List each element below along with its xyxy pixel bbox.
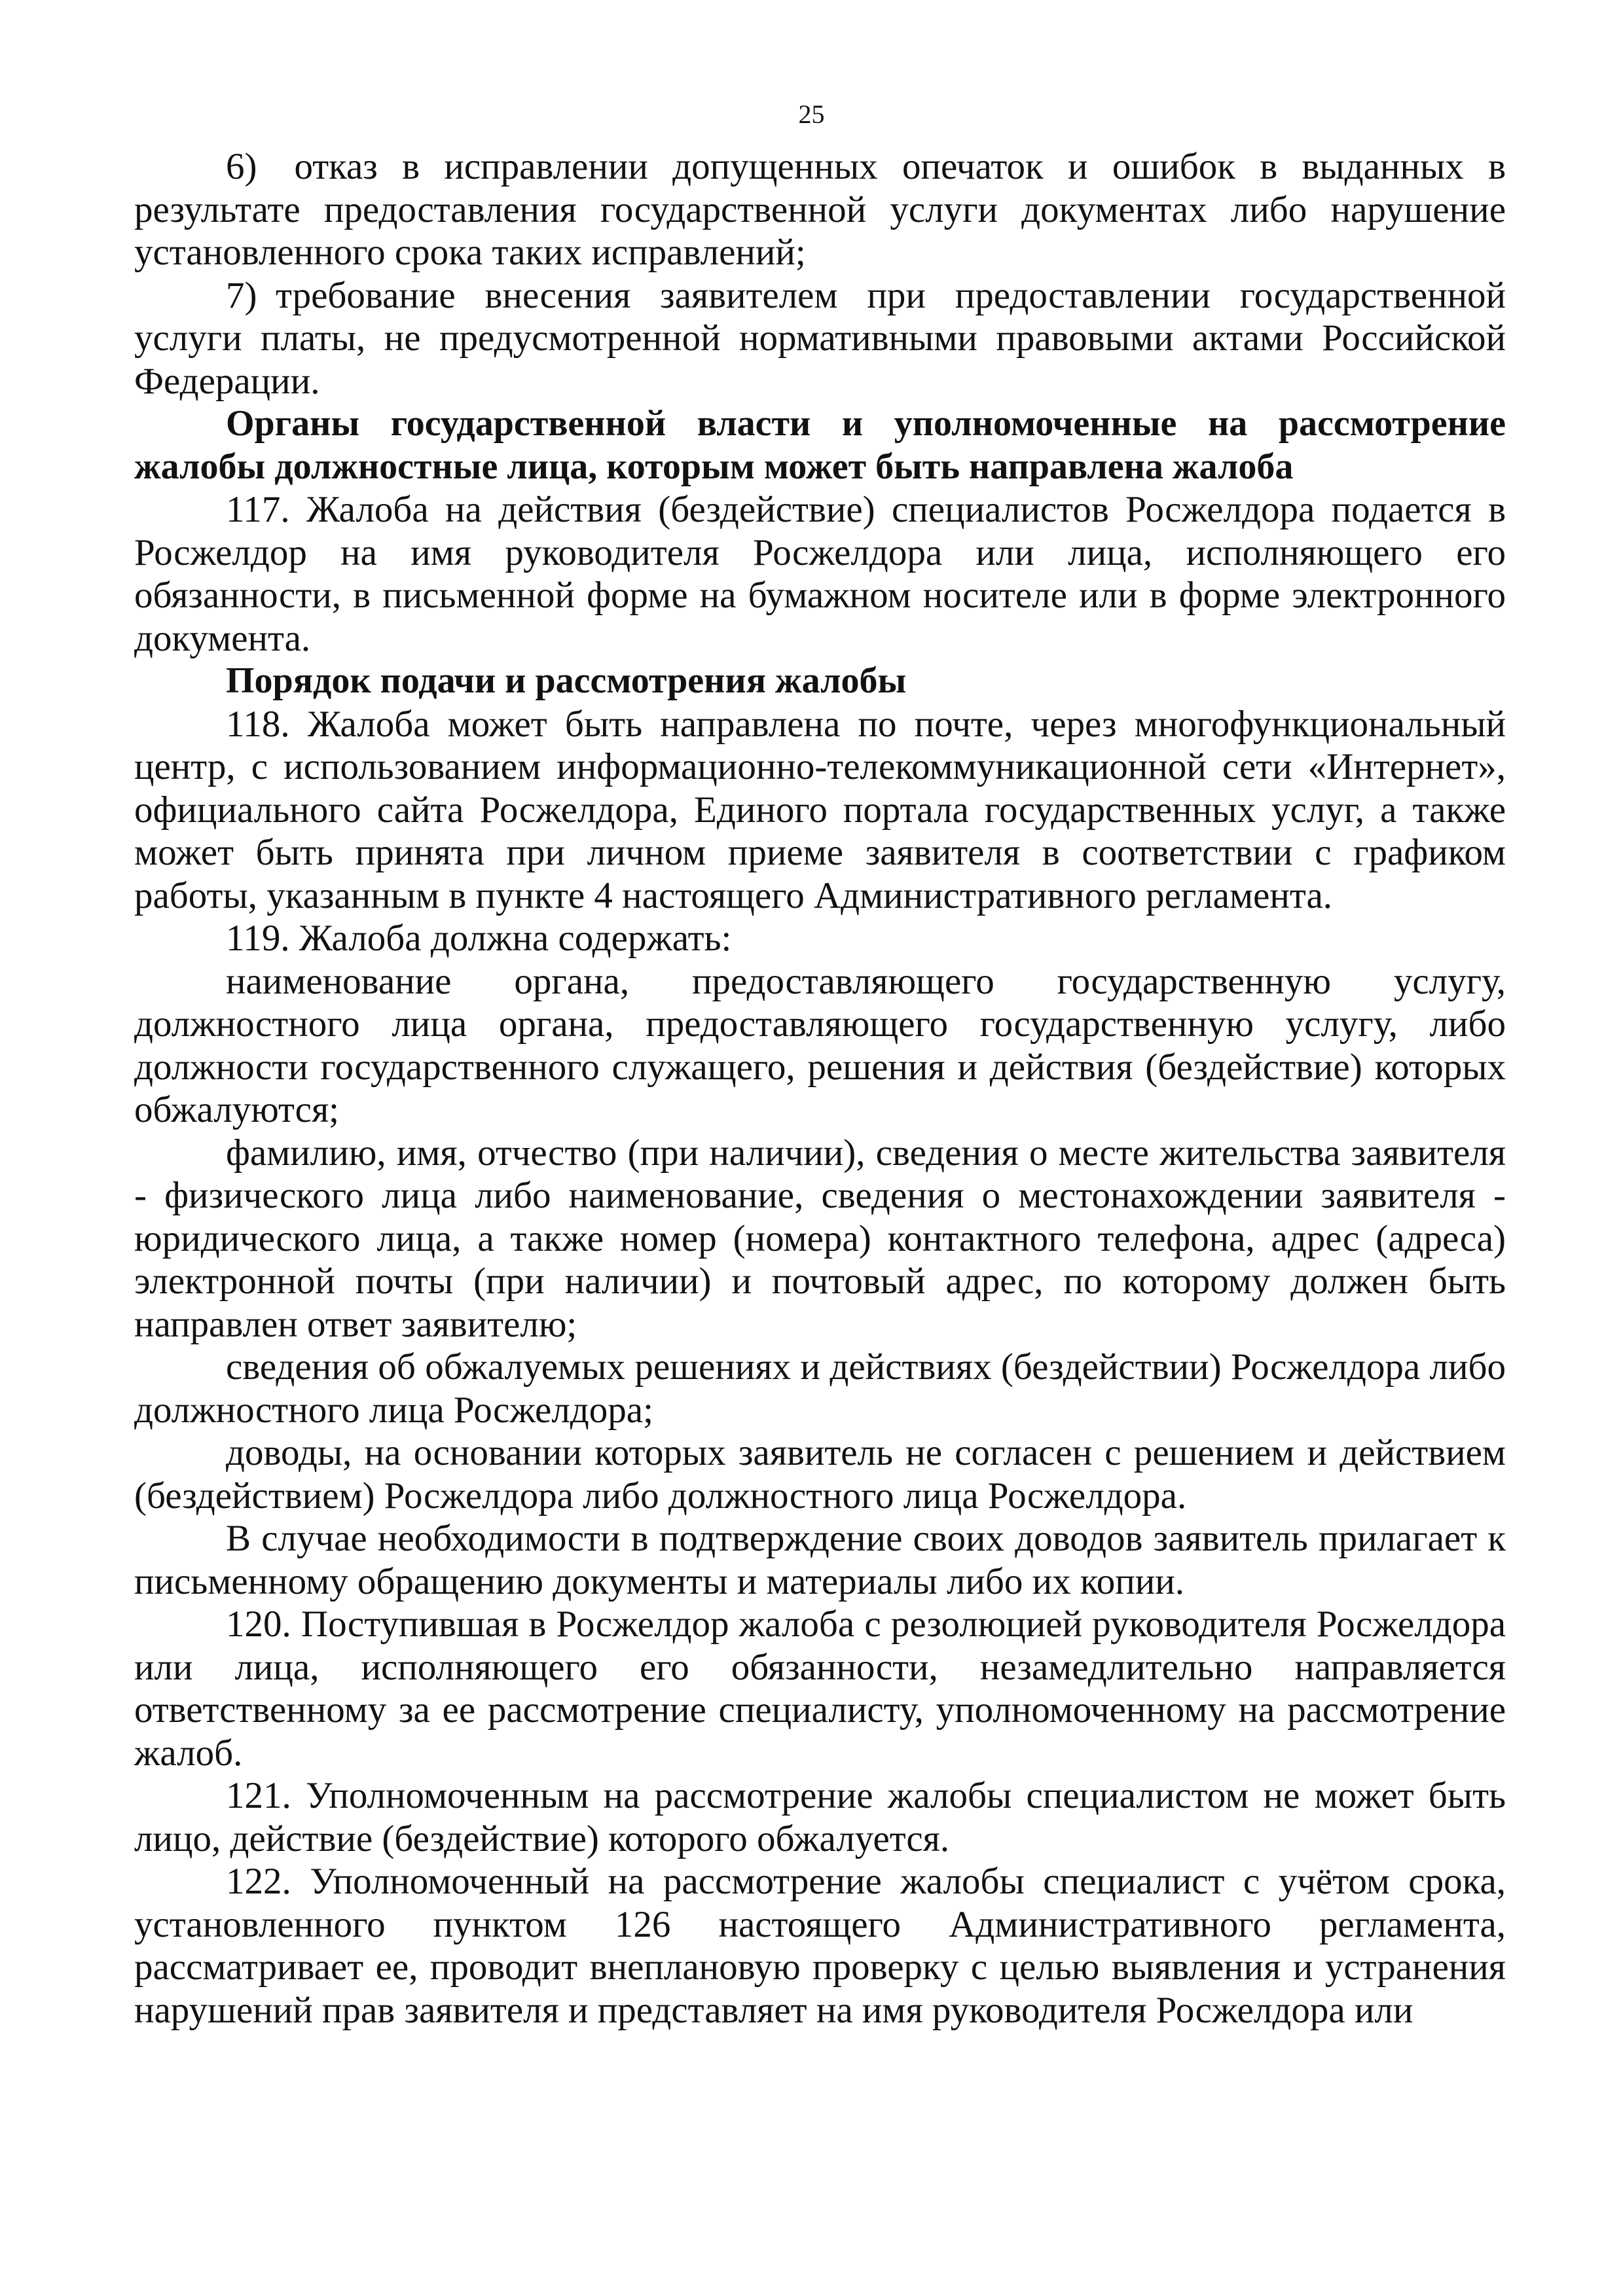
clause-119-item-b: фамилию, имя, отчество (при наличии), сведения о месте жительства заявителя - физического лица либо наименование, сведения о местонахождении заявителя - юридического лица, а также номер (номера) контактного телефона, адрес (адреса) электронной почты (при наличии) и почтовый адрес, по которому должен быть направлен ответ заявителю;: [134, 1132, 1506, 1345]
clause-118: 118. Жалоба может быть направлена по почте, через многофункциональный центр, с использованием информационно-телекоммуникационной сети «Интернет», официального сайта Росжелдора, Единого портала государственных услуг, а также может быть принята при личном приеме заявителя в соответствии с графиком работы, указанным в пункте 4 настоящего Административного регламента.: [134, 703, 1506, 916]
clause-119-item-a: наименование органа, предоставляющего государственную услугу, должностного лица органа, предоставляющего государственную услугу, либо должности государственного служащего, решения и действия (бездействие) которых обжалуются;: [134, 960, 1506, 1130]
clause-117: 117. Жалоба на действия (бездействие) специалистов Росжелдора подается в Росжелдор на имя руководителя Росжелдора или лица, исполняющего его обязанности, в письменной форме на бумажном носителе или в форме электронного документа.: [134, 489, 1506, 659]
item-7: 7) требование внесения заявителем при предоставлении государственной услуги платы, не предусмотренной нормативными правовыми актами Российской Федерации.: [134, 274, 1506, 402]
section-heading-procedure: Порядок подачи и рассмотрения жалобы: [226, 660, 907, 701]
item-6: 6) отказ в исправлении допущенных опечаток и ошибок в выданных в результате предоставления государственной услуги документах либо нарушение установленного срока таких исправлений;: [134, 146, 1506, 273]
clause-119-note: В случае необходимости в подтверждение своих доводов заявитель прилагает к письменному обращению документы и материалы либо их копии.: [134, 1518, 1506, 1602]
clause-119-item-d: доводы, на основании которых заявитель не согласен с решением и действием (бездействием) Росжелдора либо должностного лица Росжелдора.: [134, 1432, 1506, 1516]
clause-121: 121. Уполномоченным на рассмотрение жалобы специалистом не может быть лицо, действие (бездействие) которого обжалуется.: [134, 1775, 1506, 1859]
section-heading-authorities: Органы государственной власти и уполномоченные на рассмотрение жалобы должностные лица, которым может быть направлена жалоба: [134, 403, 1506, 487]
clause-119: 119. Жалоба должна содержать:: [226, 918, 732, 959]
clause-119-item-c: сведения об обжалуемых решениях и действиях (бездействии) Росжелдора либо должностного лица Росжелдора;: [134, 1346, 1506, 1431]
clause-122: 122. Уполномоченный на рассмотрение жалобы специалист с учётом срока, установленного пунктом 126 настоящего Административного регламента, рассматривает ее, проводит внеплановую проверку с целью выявления и устранения нарушений прав заявителя и представляет на имя руководителя Росжелдора или: [134, 1861, 1506, 2031]
page-number: 25: [798, 99, 825, 129]
clause-120: 120. Поступившая в Росжелдор жалоба с резолюцией руководителя Росжелдора или лица, исполняющего его обязанности, незамедлительно направляется ответственному за ее рассмотрение специалисту, уполномоченному на рассмотрение жалоб.: [134, 1604, 1506, 1774]
document-body: [134, 145, 1506, 2032]
